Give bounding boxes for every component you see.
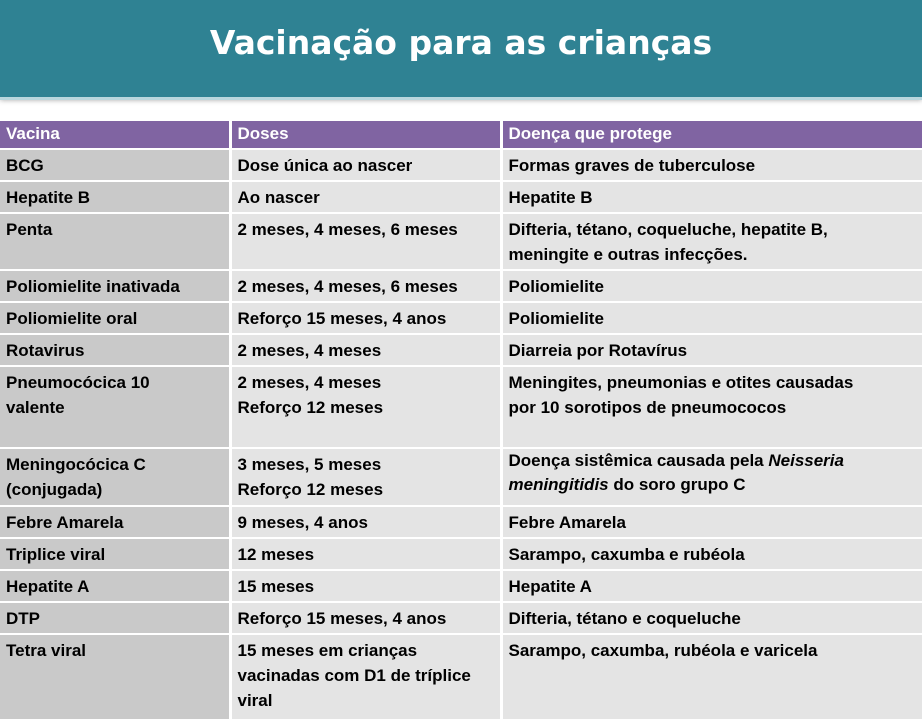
cell-text: Difteria, tétano, coqueluche, hepatite B, <box>508 220 828 239</box>
cell-vacina <box>0 448 230 506</box>
cell-text-plain: do soro grupo C <box>608 475 746 494</box>
cell-vacina <box>0 570 230 602</box>
cell-text: Poliomielite inativada <box>6 277 180 296</box>
cell-text: Febre Amarela <box>508 513 626 532</box>
cell-doenca <box>501 302 922 334</box>
cell-text: Poliomielite oral <box>6 309 138 328</box>
cell-text: BCG <box>6 156 44 175</box>
cell-doenca <box>501 634 922 720</box>
title-bar <box>0 0 922 97</box>
cell-vacina <box>0 602 230 634</box>
table-row <box>0 302 922 334</box>
cell-doses <box>230 634 501 720</box>
cell-vacina <box>0 634 230 720</box>
cell-doses <box>230 213 501 270</box>
cell-text: 2 meses, 4 meses <box>237 341 382 360</box>
cell-text: Hepatite B <box>508 188 593 207</box>
page-title: Vacinação para as crianças <box>209 23 713 62</box>
table-row <box>0 270 922 302</box>
cell-text: 2 meses, 4 meses <box>237 373 382 392</box>
cell-text: Pneumocócica 10 <box>6 373 150 392</box>
cell-text: DTP <box>6 609 40 628</box>
cell-text: Reforço 15 meses, 4 anos <box>237 309 447 328</box>
cell-text: viral <box>237 691 273 710</box>
cell-text: Penta <box>6 220 53 239</box>
cell-text: 3 meses, 5 meses <box>237 455 382 474</box>
cell-doenca <box>501 448 922 506</box>
cell-text: 2 meses, 4 meses, 6 meses <box>237 220 458 239</box>
cell-vacina <box>0 181 230 213</box>
table-row <box>0 366 922 448</box>
table-row <box>0 570 922 602</box>
cell-doses <box>230 334 501 366</box>
cell-doenca <box>501 149 922 181</box>
table-row <box>0 213 922 270</box>
cell-text: Reforço 15 meses, 4 anos <box>237 609 447 628</box>
cell-text: 2 meses, 4 meses, 6 meses <box>237 277 458 296</box>
cell-doses <box>230 270 501 302</box>
table-header <box>0 121 922 149</box>
table-row <box>0 538 922 570</box>
cell-text-italic: Neisseria <box>768 451 844 470</box>
cell-text: Hepatite B <box>6 188 91 207</box>
header-doses: Doses <box>230 121 501 149</box>
vaccination-table <box>0 121 922 721</box>
table-row <box>0 634 922 720</box>
cell-text: Sarampo, caxumba e rubéola <box>508 545 745 564</box>
cell-text: Hepatite A <box>508 577 592 596</box>
cell-text <box>509 473 917 497</box>
cell-text: Poliomielite <box>508 277 604 296</box>
cell-doses <box>230 506 501 538</box>
cell-text: Diarreia por Rotavírus <box>508 341 688 360</box>
cell-doses <box>230 302 501 334</box>
cell-text: Tetra viral <box>6 641 87 660</box>
cell-vacina <box>0 270 230 302</box>
cell-text: Febre Amarela <box>6 513 124 532</box>
table-row <box>0 149 922 181</box>
cell-text: Reforço 12 meses <box>237 398 384 417</box>
title-divider <box>0 97 922 100</box>
cell-text-plain: Doença sistêmica causada pela <box>508 451 769 470</box>
table-row <box>0 448 922 506</box>
cell-text: Triplice viral <box>6 545 106 564</box>
cell-doses <box>230 366 501 448</box>
cell-vacina <box>0 149 230 181</box>
cell-text: Meningocócica C <box>6 455 146 474</box>
cell-doenca <box>501 181 922 213</box>
cell-text: por 10 sorotipos de pneumococos <box>508 398 787 417</box>
cell-text: meningite e outras infecções. <box>508 245 748 264</box>
cell-text <box>509 449 917 473</box>
table-row <box>0 181 922 213</box>
header-doenca: Doença que protege <box>501 121 922 149</box>
cell-doenca <box>501 602 922 634</box>
cell-doenca <box>501 270 922 302</box>
table-row <box>0 506 922 538</box>
cell-vacina <box>0 538 230 570</box>
cell-doenca <box>501 334 922 366</box>
cell-doenca <box>501 506 922 538</box>
table-row <box>0 602 922 634</box>
cell-text: Difteria, tétano e coqueluche <box>508 609 741 628</box>
cell-doenca <box>501 366 922 448</box>
cell-text: Poliomielite <box>508 309 604 328</box>
cell-text: Hepatite A <box>6 577 90 596</box>
cell-text: Reforço 12 meses <box>237 480 384 499</box>
cell-vacina <box>0 334 230 366</box>
header-row <box>0 121 922 149</box>
cell-text: 9 meses, 4 anos <box>237 513 368 532</box>
cell-doses <box>230 149 501 181</box>
cell-doenca <box>501 538 922 570</box>
cell-vacina <box>0 213 230 270</box>
cell-text: Ao nascer <box>237 188 320 207</box>
cell-vacina <box>0 366 230 448</box>
cell-doses <box>230 602 501 634</box>
cell-doses <box>230 538 501 570</box>
cell-text: Meningites, pneumonias e otites causadas <box>508 373 854 392</box>
cell-doenca <box>501 213 922 270</box>
cell-text: 12 meses <box>237 545 315 564</box>
cell-text: (conjugada) <box>6 480 103 499</box>
cell-text: Rotavirus <box>6 341 85 360</box>
cell-text: Dose única ao nascer <box>237 156 413 175</box>
cell-doses <box>230 448 501 506</box>
cell-text: valente <box>6 398 65 417</box>
cell-text: 15 meses <box>237 577 315 596</box>
table-row <box>0 334 922 366</box>
cell-text: vacinadas com D1 de tríplice <box>237 666 471 685</box>
cell-doses <box>230 570 501 602</box>
header-vacina: Vacina <box>0 121 230 149</box>
cell-text: 15 meses em crianças <box>237 641 418 660</box>
cell-vacina <box>0 506 230 538</box>
cell-text: Sarampo, caxumba, rubéola e varicela <box>508 641 818 660</box>
cell-text: Formas graves de tuberculose <box>508 156 756 175</box>
cell-doses <box>230 181 501 213</box>
cell-doenca <box>501 570 922 602</box>
table-body <box>0 149 922 720</box>
cell-text-italic: meningitidis <box>508 475 609 494</box>
cell-vacina <box>0 302 230 334</box>
